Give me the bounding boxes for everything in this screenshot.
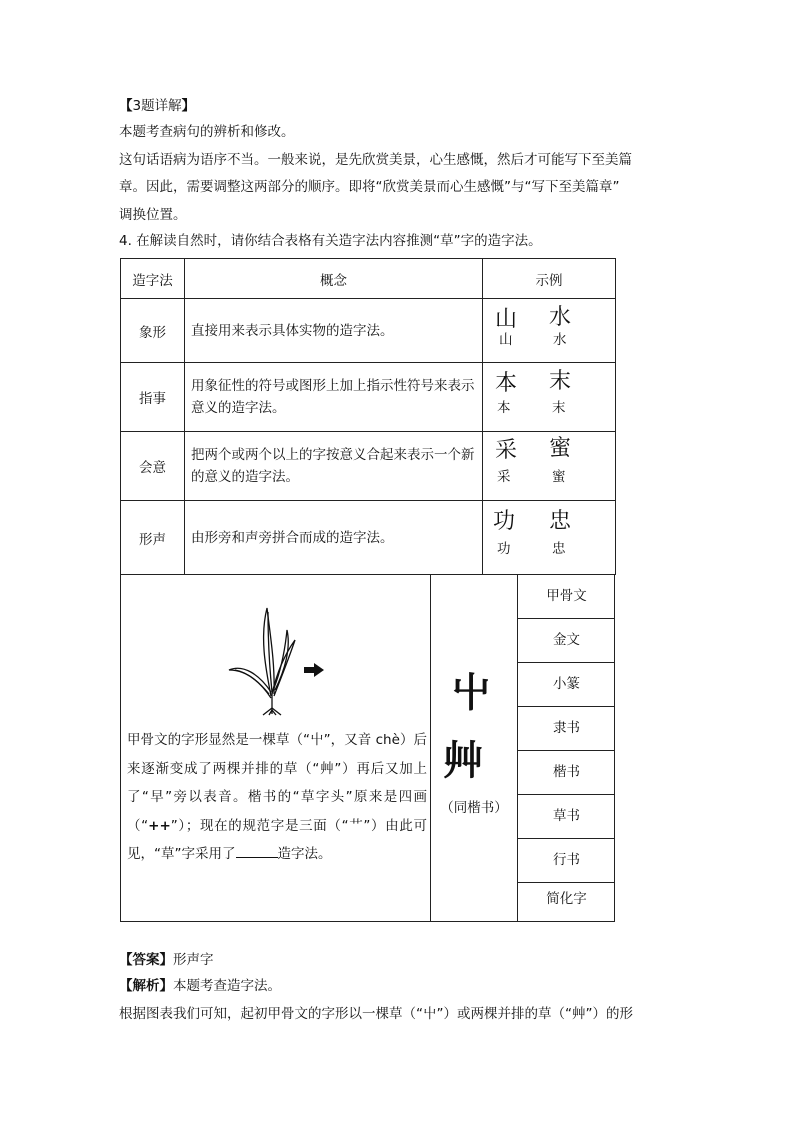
q3-line-4: 调换位置。	[119, 207, 187, 223]
header-example: 示例	[483, 259, 616, 299]
analysis-text: 本题考查造字法。	[173, 978, 281, 994]
answer-blank[interactable]	[236, 845, 278, 858]
table-header-row	[121, 259, 616, 299]
explanation-part-1: 甲骨文的字形显然是一棵草（“屮”，又音 chè）后来逐渐变成了两棵并排的草（“艸”）再后又加上了“早”旁以表音。楷书的“草字头”原来是四画（“	[127, 732, 427, 834]
script-lishu: 隶书	[518, 706, 615, 751]
q3-bracket-close: 】	[181, 98, 196, 114]
q3-heading	[119, 96, 195, 116]
ancient-glyph-shan: 山	[495, 307, 518, 332]
ancient-cao-glyph-double: 艸	[443, 737, 483, 784]
ancient-glyph-mo: 末	[549, 369, 572, 394]
q3-line-2: 这句话语病为语序不当。一般来说，是先欣赏美景，心生感慨，然后才可能写下至美篇	[119, 152, 632, 168]
four-stroke-radical: ++	[148, 817, 171, 834]
q3-heading-text: 3题详解	[132, 98, 182, 114]
q3-bracket-open: 【	[119, 98, 133, 114]
table-row	[121, 501, 616, 575]
cao-explanation	[127, 726, 427, 869]
script-kaishu: 楷书	[518, 750, 615, 795]
script-xingshu: 行书	[518, 838, 615, 883]
example-label: 末	[552, 400, 566, 416]
q3-line-3: 章。因此，需要调整这两部分的顺序。即将“欣赏美景而心生感慨”与“写下至美篇章”	[119, 179, 620, 195]
example-label: 山	[499, 332, 513, 348]
cao-evolution-box	[120, 574, 615, 922]
answer-label: 【答案】	[119, 952, 173, 968]
table-row	[121, 432, 616, 501]
ancient-glyph-cai: 采	[495, 438, 518, 463]
example-label: 采	[497, 469, 511, 485]
table-row	[121, 363, 616, 432]
script-jianhuazi: 简化字	[546, 891, 587, 907]
ancient-glyph-ben: 本	[495, 371, 518, 396]
answer-line	[119, 950, 214, 970]
method-cell: 形声	[121, 501, 185, 575]
explanation-part-3: 造字法。	[277, 846, 332, 862]
script-jiaguwen: 甲骨文	[518, 574, 615, 619]
example-cell	[483, 432, 616, 501]
script-caoshu: 草书	[518, 794, 615, 839]
q4-question: 4. 在解读自然时，请你结合表格有关造字法内容推测“草”字的造字法。	[119, 233, 542, 249]
method-cell: 象形	[121, 299, 185, 363]
method-cell: 会意	[121, 432, 185, 501]
example-label: 忠	[552, 541, 566, 557]
example-label: 水	[553, 332, 567, 348]
q3-line-1: 本题考查病句的辨析和修改。	[119, 124, 295, 140]
answer-value: 形声字	[173, 952, 214, 968]
analysis-tail: 根据图表我们可知，起初甲骨文的字形以一棵草（“屮”）或两棵并排的草（“艸”）的形	[119, 1006, 633, 1022]
explanation-part-2: ”）；现在的规范字是三面（“艹”）由此可见，“草”字采用了	[127, 817, 427, 862]
ancient-glyph-gong: 功	[493, 509, 516, 534]
ancient-glyph-mi: 蜜	[549, 436, 572, 461]
analysis-line	[119, 976, 281, 996]
concept-cell: 直接用来表示具体实物的造字法。	[185, 299, 483, 363]
ancient-glyph-shui: 水	[549, 305, 572, 330]
method-cell: 指事	[121, 363, 185, 432]
same-as-kaishu-label: （同楷书）	[440, 800, 508, 816]
divider	[430, 574, 431, 921]
arrow-right-icon	[304, 663, 324, 677]
ancient-glyph-zhong: 忠	[549, 509, 572, 534]
ancient-cao-glyph-single: 屮	[451, 669, 491, 716]
example-label: 功	[497, 541, 511, 557]
concept-cell: 把两个或两个以上的字按意义合起来表示一个新的意义的造字法。	[185, 432, 483, 501]
method-table	[120, 258, 616, 575]
header-method: 造字法	[121, 259, 185, 299]
example-cell	[483, 299, 616, 363]
example-cell	[483, 363, 616, 432]
grass-plant-illustration	[225, 604, 325, 716]
script-xiaozhuan: 小篆	[518, 662, 615, 707]
concept-cell: 由形旁和声旁拼合而成的造字法。	[185, 501, 483, 575]
concept-cell: 用象征性的符号或图形上加上指示性符号来表示意义的造字法。	[185, 363, 483, 432]
example-cell	[483, 501, 616, 575]
table-row	[121, 299, 616, 363]
example-label: 本	[497, 400, 511, 416]
header-concept: 概念	[185, 259, 483, 299]
script-jinwen: 金文	[518, 618, 615, 663]
example-label: 蜜	[552, 469, 566, 485]
analysis-label: 【解析】	[119, 978, 173, 994]
